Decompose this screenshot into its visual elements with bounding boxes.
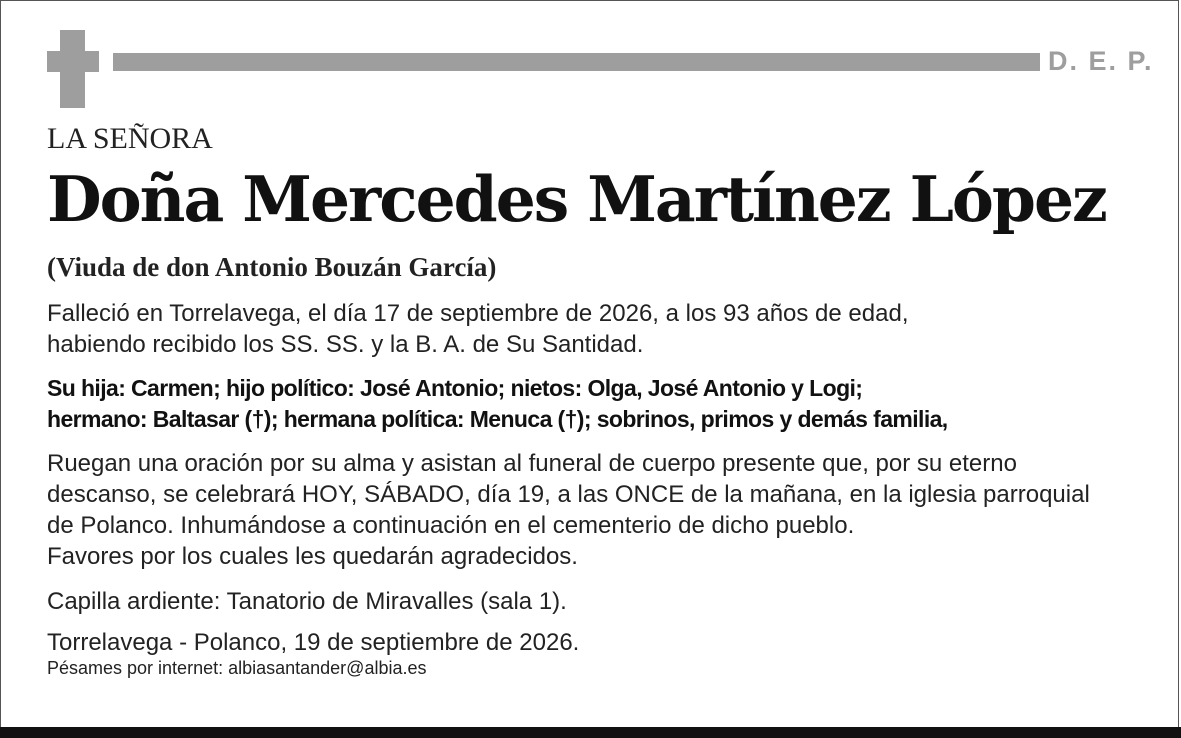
funeral-line: descanso, se celebrará HOY, SÁBADO, día 19, a las ONCE de la mañana, en la iglesia parroquial [47,481,1090,508]
funeral-line: de Polanco. Inhumándose a continuación en el cementerio de dicho pueblo. [47,512,855,539]
funeral-line: Favores por los cuales les quedarán agradecidos. [47,543,578,570]
header-rule [113,53,1040,71]
death-notice [47,298,908,360]
funeral-line: Ruegan una oración por su alma y asistan al funeral de cuerpo presente que, por su eterno [47,450,1017,477]
death-notice-line: habiendo recibido los SS. SS. y la B. A. de Su Santidad. [47,331,644,358]
salutation: LA SEÑORA [47,122,213,155]
family-list [47,373,948,435]
death-notice-line: Falleció en Torrelavega, el día 17 de septiembre de 2026, a los 93 años de edad, [47,300,909,327]
cross-icon-arm [47,51,99,72]
place-date: Torrelavega - Polanco, 19 de septiembre de 2026. [47,629,580,656]
dep-label: D. E. P. [1048,46,1154,76]
deceased-name: Doña Mercedes Martínez López [47,162,1106,236]
bottom-bar [0,727,1181,738]
widow-subtitle: (Viuda de don Antonio Bouzán García) [47,252,497,282]
funeral-details [47,448,1090,572]
chapel-info: Capilla ardiente: Tanatorio de Miravalles (sala 1). [47,588,567,615]
condolences-email: Pésames por internet: albiasantander@albia.es [47,658,427,678]
family-line: Su hija: Carmen; hijo político: José Antonio; nietos: Olga, José Antonio y Logi; [47,375,863,401]
family-line: hermano: Baltasar (†); hermana política: Menuca (†); sobrinos, primos y demás familia, [47,406,948,432]
